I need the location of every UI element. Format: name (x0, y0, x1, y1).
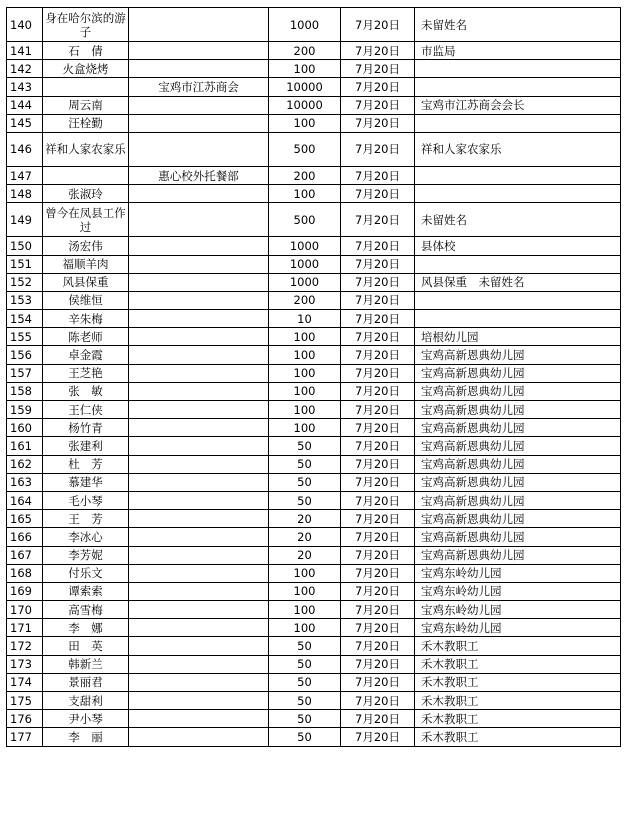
donation-note: 禾木教职工 (415, 637, 621, 655)
donation-amount: 100 (269, 114, 341, 132)
row-index: 173 (7, 655, 43, 673)
donor-organization (129, 473, 269, 491)
donation-note: 宝鸡高新恩典幼儿园 (415, 455, 621, 473)
table-row (7, 401, 621, 419)
donor-organization (129, 655, 269, 673)
donor-name: 汪栓勤 (43, 114, 129, 132)
donation-note (415, 166, 621, 184)
donor-organization (129, 401, 269, 419)
donor-name: 张淑玲 (43, 185, 129, 203)
donor-name: 景丽君 (43, 673, 129, 691)
donation-date: 7月20日 (341, 185, 415, 203)
donation-amount: 200 (269, 42, 341, 60)
donation-amount: 200 (269, 291, 341, 309)
donation-amount: 50 (269, 437, 341, 455)
row-index: 149 (7, 203, 43, 237)
table-row (7, 437, 621, 455)
donation-note (415, 291, 621, 309)
donor-organization (129, 364, 269, 382)
donation-note: 县体校 (415, 237, 621, 255)
row-index: 167 (7, 546, 43, 564)
donation-date: 7月20日 (341, 291, 415, 309)
donation-amount: 10 (269, 310, 341, 328)
donation-amount: 500 (269, 203, 341, 237)
table-row (7, 619, 621, 637)
donation-amount: 20 (269, 510, 341, 528)
donor-name: 祥和人家农家乐 (43, 132, 129, 166)
donor-name: 辛朱梅 (43, 310, 129, 328)
row-index: 151 (7, 255, 43, 273)
table-row (7, 692, 621, 710)
donation-amount: 500 (269, 132, 341, 166)
donation-date: 7月20日 (341, 96, 415, 114)
donor-organization (129, 273, 269, 291)
donation-amount: 100 (269, 401, 341, 419)
donation-note: 宝鸡东岭幼儿园 (415, 582, 621, 600)
donor-name: 身在哈尔滨的游子 (43, 8, 129, 42)
donation-note: 未留姓名 (415, 8, 621, 42)
donor-name: 曾今在凤县工作过 (43, 203, 129, 237)
donation-date: 7月20日 (341, 237, 415, 255)
donation-amount: 50 (269, 655, 341, 673)
donor-name: 李 娜 (43, 619, 129, 637)
table-row (7, 132, 621, 166)
donation-date: 7月20日 (341, 582, 415, 600)
table-row (7, 96, 621, 114)
donation-amount: 200 (269, 166, 341, 184)
donation-amount: 100 (269, 601, 341, 619)
donation-date: 7月20日 (341, 491, 415, 509)
donation-date: 7月20日 (341, 728, 415, 746)
row-index: 145 (7, 114, 43, 132)
donation-note: 未留姓名 (415, 203, 621, 237)
donor-name: 陈老师 (43, 328, 129, 346)
table-row (7, 582, 621, 600)
donation-note: 宝鸡市江苏商会会长 (415, 96, 621, 114)
table-row (7, 601, 621, 619)
donation-date: 7月20日 (341, 655, 415, 673)
donation-note: 培根幼儿园 (415, 328, 621, 346)
donor-name (43, 78, 129, 96)
donation-amount: 20 (269, 528, 341, 546)
table-row (7, 114, 621, 132)
donor-organization (129, 419, 269, 437)
row-index: 176 (7, 710, 43, 728)
donation-date: 7月20日 (341, 132, 415, 166)
donation-note: 宝鸡高新恩典幼儿园 (415, 401, 621, 419)
donor-organization (129, 291, 269, 309)
row-index: 158 (7, 382, 43, 400)
donor-name: 张 敏 (43, 382, 129, 400)
donor-name: 火盒烧烤 (43, 60, 129, 78)
donation-note: 宝鸡高新恩典幼儿园 (415, 419, 621, 437)
donor-organization (129, 601, 269, 619)
donor-organization (129, 96, 269, 114)
donor-name: 尹小琴 (43, 710, 129, 728)
row-index: 156 (7, 346, 43, 364)
donation-note (415, 60, 621, 78)
row-index: 160 (7, 419, 43, 437)
donation-amount: 50 (269, 455, 341, 473)
table-row (7, 528, 621, 546)
donation-note: 禾木教职工 (415, 673, 621, 691)
donation-date: 7月20日 (341, 346, 415, 364)
donor-organization (129, 185, 269, 203)
row-index: 168 (7, 564, 43, 582)
row-index: 159 (7, 401, 43, 419)
donor-organization (129, 60, 269, 78)
donor-organization (129, 546, 269, 564)
donor-name: 李芳妮 (43, 546, 129, 564)
donation-amount: 100 (269, 328, 341, 346)
donation-date: 7月20日 (341, 273, 415, 291)
donation-date: 7月20日 (341, 166, 415, 184)
donation-date: 7月20日 (341, 601, 415, 619)
table-row (7, 455, 621, 473)
table-row (7, 491, 621, 509)
table-row (7, 166, 621, 184)
table-row (7, 310, 621, 328)
row-index: 154 (7, 310, 43, 328)
donation-date: 7月20日 (341, 42, 415, 60)
donation-table (6, 7, 621, 747)
donation-note: 风县保重 未留姓名 (415, 273, 621, 291)
table-row (7, 510, 621, 528)
donor-organization (129, 491, 269, 509)
donor-organization (129, 255, 269, 273)
table-row (7, 255, 621, 273)
donation-note (415, 185, 621, 203)
donor-name: 风县保重 (43, 273, 129, 291)
donor-name: 杜 芳 (43, 455, 129, 473)
donor-name: 福顺羊肉 (43, 255, 129, 273)
donation-note: 宝鸡东岭幼儿园 (415, 564, 621, 582)
donation-date: 7月20日 (341, 510, 415, 528)
table-row (7, 419, 621, 437)
donation-note: 宝鸡东岭幼儿园 (415, 619, 621, 637)
row-index: 163 (7, 473, 43, 491)
donation-date: 7月20日 (341, 564, 415, 582)
table-row (7, 728, 621, 746)
donation-amount: 100 (269, 346, 341, 364)
donation-amount: 1000 (269, 8, 341, 42)
table-row (7, 473, 621, 491)
donation-amount: 50 (269, 673, 341, 691)
donor-organization (129, 382, 269, 400)
donation-amount: 100 (269, 619, 341, 637)
donation-date: 7月20日 (341, 473, 415, 491)
donor-organization (129, 673, 269, 691)
donation-amount: 100 (269, 382, 341, 400)
donor-organization (129, 132, 269, 166)
donation-amount: 20 (269, 546, 341, 564)
table-row (7, 328, 621, 346)
table-row (7, 273, 621, 291)
donor-name: 慕建华 (43, 473, 129, 491)
table-row (7, 673, 621, 691)
donor-name: 石 倩 (43, 42, 129, 60)
donation-amount: 50 (269, 710, 341, 728)
donation-date: 7月20日 (341, 619, 415, 637)
donation-amount: 100 (269, 60, 341, 78)
donation-date: 7月20日 (341, 401, 415, 419)
donor-organization (129, 437, 269, 455)
donation-date: 7月20日 (341, 114, 415, 132)
row-index: 157 (7, 364, 43, 382)
donation-note (415, 310, 621, 328)
row-index: 153 (7, 291, 43, 309)
donation-date: 7月20日 (341, 364, 415, 382)
row-index: 150 (7, 237, 43, 255)
donation-date: 7月20日 (341, 710, 415, 728)
row-index: 141 (7, 42, 43, 60)
donor-organization (129, 637, 269, 655)
donor-organization (129, 42, 269, 60)
donation-amount: 50 (269, 473, 341, 491)
row-index: 155 (7, 328, 43, 346)
table-row (7, 546, 621, 564)
donation-date: 7月20日 (341, 437, 415, 455)
donation-amount: 1000 (269, 255, 341, 273)
donation-note: 祥和人家农家乐 (415, 132, 621, 166)
table-row (7, 42, 621, 60)
donation-note: 宝鸡高新恩典幼儿园 (415, 491, 621, 509)
donation-note: 禾木教职工 (415, 728, 621, 746)
donation-date: 7月20日 (341, 673, 415, 691)
donor-name: 张建利 (43, 437, 129, 455)
donation-date: 7月20日 (341, 203, 415, 237)
row-index: 175 (7, 692, 43, 710)
donation-amount: 10000 (269, 78, 341, 96)
donor-organization (129, 310, 269, 328)
donor-name: 谭索索 (43, 582, 129, 600)
donation-note: 禾木教职工 (415, 710, 621, 728)
donation-amount: 100 (269, 364, 341, 382)
donation-date: 7月20日 (341, 60, 415, 78)
donation-amount: 1000 (269, 237, 341, 255)
table-row (7, 78, 621, 96)
donation-note: 禾木教职工 (415, 655, 621, 673)
row-index: 171 (7, 619, 43, 637)
donation-date: 7月20日 (341, 255, 415, 273)
donation-note: 宝鸡东岭幼儿园 (415, 601, 621, 619)
donation-date: 7月20日 (341, 546, 415, 564)
donation-amount: 50 (269, 692, 341, 710)
row-index: 162 (7, 455, 43, 473)
donor-organization (129, 510, 269, 528)
donor-name: 李冰心 (43, 528, 129, 546)
donation-date: 7月20日 (341, 328, 415, 346)
donor-organization (129, 582, 269, 600)
donation-date: 7月20日 (341, 419, 415, 437)
donor-name: 毛小琴 (43, 491, 129, 509)
donor-name: 韩新兰 (43, 655, 129, 673)
donation-amount: 100 (269, 419, 341, 437)
table-row (7, 655, 621, 673)
donation-amount: 100 (269, 582, 341, 600)
donation-note (415, 114, 621, 132)
donor-name: 卓金霞 (43, 346, 129, 364)
donation-date: 7月20日 (341, 455, 415, 473)
table-row (7, 60, 621, 78)
donation-amount: 1000 (269, 273, 341, 291)
donor-organization (129, 8, 269, 42)
donation-date: 7月20日 (341, 8, 415, 42)
row-index: 144 (7, 96, 43, 114)
donation-date: 7月20日 (341, 382, 415, 400)
row-index: 177 (7, 728, 43, 746)
donation-date: 7月20日 (341, 528, 415, 546)
donor-name: 支甜利 (43, 692, 129, 710)
donation-note: 宝鸡高新恩典幼儿园 (415, 528, 621, 546)
donor-name: 高雪梅 (43, 601, 129, 619)
donation-note: 宝鸡高新恩典幼儿园 (415, 546, 621, 564)
table-row (7, 346, 621, 364)
donor-organization (129, 528, 269, 546)
donation-amount: 100 (269, 185, 341, 203)
donation-note (415, 255, 621, 273)
donor-organization (129, 710, 269, 728)
donor-organization (129, 114, 269, 132)
donor-organization (129, 455, 269, 473)
row-index: 143 (7, 78, 43, 96)
table-row (7, 382, 621, 400)
donor-name: 王 芳 (43, 510, 129, 528)
row-index: 161 (7, 437, 43, 455)
donation-amount: 50 (269, 728, 341, 746)
table-row (7, 237, 621, 255)
donor-name: 付乐文 (43, 564, 129, 582)
donation-table-body (7, 8, 621, 747)
donation-note: 宝鸡高新恩典幼儿园 (415, 473, 621, 491)
donor-name: 侯维恒 (43, 291, 129, 309)
donation-amount: 100 (269, 564, 341, 582)
donation-note: 禾木教职工 (415, 692, 621, 710)
donation-note: 宝鸡高新恩典幼儿园 (415, 364, 621, 382)
donation-date: 7月20日 (341, 692, 415, 710)
donation-note: 宝鸡高新恩典幼儿园 (415, 346, 621, 364)
donation-date: 7月20日 (341, 310, 415, 328)
row-index: 147 (7, 166, 43, 184)
table-row (7, 8, 621, 42)
row-index: 140 (7, 8, 43, 42)
donor-name: 李 丽 (43, 728, 129, 746)
donation-note: 宝鸡高新恩典幼儿园 (415, 510, 621, 528)
donation-note (415, 78, 621, 96)
row-index: 166 (7, 528, 43, 546)
row-index: 152 (7, 273, 43, 291)
table-row (7, 203, 621, 237)
donation-date: 7月20日 (341, 637, 415, 655)
row-index: 146 (7, 132, 43, 166)
donor-organization (129, 692, 269, 710)
donor-name: 王芝艳 (43, 364, 129, 382)
donor-name: 汤宏伟 (43, 237, 129, 255)
donation-amount: 50 (269, 491, 341, 509)
donor-name: 周云南 (43, 96, 129, 114)
donor-name: 田 英 (43, 637, 129, 655)
table-row (7, 710, 621, 728)
donor-organization (129, 619, 269, 637)
table-row (7, 637, 621, 655)
row-index: 164 (7, 491, 43, 509)
table-row (7, 185, 621, 203)
donor-name: 王仁侠 (43, 401, 129, 419)
table-row (7, 364, 621, 382)
donation-note: 市监局 (415, 42, 621, 60)
donor-organization (129, 728, 269, 746)
donor-organization (129, 328, 269, 346)
row-index: 170 (7, 601, 43, 619)
donor-name (43, 166, 129, 184)
donation-amount: 10000 (269, 96, 341, 114)
donor-organization (129, 564, 269, 582)
donor-organization: 宝鸡市江苏商会 (129, 78, 269, 96)
table-row (7, 564, 621, 582)
donation-note: 宝鸡高新恩典幼儿园 (415, 382, 621, 400)
donation-note: 宝鸡高新恩典幼儿园 (415, 437, 621, 455)
donation-amount: 50 (269, 637, 341, 655)
donor-organization: 惠心校外托餐部 (129, 166, 269, 184)
donation-date: 7月20日 (341, 78, 415, 96)
donor-organization (129, 203, 269, 237)
row-index: 172 (7, 637, 43, 655)
row-index: 174 (7, 673, 43, 691)
table-row (7, 291, 621, 309)
row-index: 169 (7, 582, 43, 600)
donor-name: 杨竹青 (43, 419, 129, 437)
row-index: 165 (7, 510, 43, 528)
donor-organization (129, 237, 269, 255)
row-index: 148 (7, 185, 43, 203)
donor-organization (129, 346, 269, 364)
row-index: 142 (7, 60, 43, 78)
